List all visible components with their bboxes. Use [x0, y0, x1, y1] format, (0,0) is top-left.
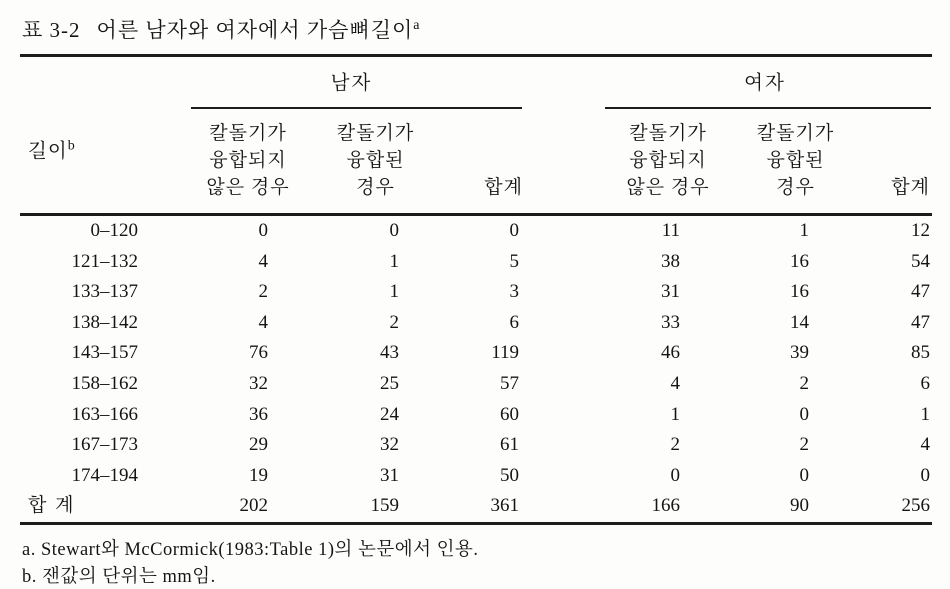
length-cell: 138–142: [71, 311, 138, 333]
men-group-label: 남자: [330, 73, 373, 94]
gap-cell: [525, 277, 598, 308]
count-cell: 90: [790, 495, 809, 517]
count-cell: 14: [790, 311, 809, 333]
table-row: [20, 215, 932, 247]
count-cell: 16: [790, 281, 809, 303]
table-row: [20, 461, 932, 492]
count-cell: 0: [670, 464, 680, 486]
count-cell: 0: [258, 220, 268, 241]
count-cell: 159: [370, 495, 399, 517]
count-cell: 38: [661, 250, 680, 272]
count-cell: 29: [249, 434, 268, 456]
women-not-fused-header: [598, 110, 738, 215]
count-cell: 4: [258, 311, 268, 333]
count-cell: 0: [509, 220, 519, 241]
count-cell: 0: [920, 464, 930, 486]
table-row: [20, 430, 932, 461]
men-total-header: [433, 110, 525, 215]
length-cell: 143–157: [71, 342, 138, 364]
header-line: 융합되지: [209, 150, 287, 171]
gap-cell: [525, 338, 598, 369]
table-row: [20, 338, 932, 369]
length-cell: 0–120: [90, 220, 138, 241]
count-cell: 0: [389, 220, 399, 241]
header-line: 칼돌기가: [336, 123, 415, 144]
men-group-rule: [191, 95, 522, 109]
count-cell: 31: [661, 281, 680, 303]
count-cell: 6: [920, 372, 930, 394]
men-not-fused-header: [178, 110, 318, 215]
count-cell: 361: [490, 495, 519, 517]
total-label: 합 계: [28, 495, 76, 517]
count-cell: 24: [380, 403, 399, 425]
header-line: 않은 경우: [626, 177, 710, 198]
sternum-length-table: [20, 54, 932, 525]
count-cell: 47: [911, 281, 930, 303]
length-cell: 121–132: [71, 250, 138, 272]
count-cell: 32: [249, 372, 268, 394]
count-cell: 39: [790, 342, 809, 364]
length-cell: 167–173: [71, 434, 138, 456]
women-group-rule: [605, 95, 931, 109]
group-gap: [525, 56, 598, 111]
header-line: 합계: [891, 177, 930, 198]
footnote-marker-a: a: [413, 18, 421, 33]
table-number: 표 3-2: [22, 18, 81, 42]
count-cell: 36: [249, 403, 268, 425]
count-cell: 25: [380, 372, 399, 394]
count-cell: 46: [661, 342, 680, 364]
count-cell: 61: [500, 434, 519, 456]
header-line: 칼돌기가: [629, 123, 707, 144]
header-line: 칼돌기가: [756, 123, 835, 144]
count-cell: 60: [500, 403, 519, 425]
header-line: 합계: [484, 177, 523, 198]
count-cell: 4: [258, 250, 268, 272]
count-cell: 47: [911, 311, 930, 333]
table-row: [20, 277, 932, 308]
count-cell: 2: [670, 434, 680, 456]
men-fused-header: [318, 110, 433, 215]
count-cell: 33: [661, 311, 680, 333]
women-total-header: [853, 110, 932, 215]
length-cell: 158–162: [71, 372, 138, 394]
count-cell: 4: [920, 434, 930, 456]
count-cell: 1: [670, 403, 680, 425]
count-cell: 256: [901, 495, 930, 517]
header-line: 칼돌기가: [209, 123, 287, 144]
length-cell: 163–166: [71, 403, 138, 425]
count-cell: 2: [799, 434, 809, 456]
count-cell: 0: [799, 403, 809, 425]
count-cell: 1: [920, 403, 930, 425]
gap-cell: [525, 491, 598, 523]
gap-cell: [525, 369, 598, 400]
table-row: [20, 400, 932, 431]
gap-cell: [525, 308, 598, 339]
count-cell: 12: [911, 220, 930, 241]
footnotes: [22, 537, 934, 589]
header-line: 경우: [356, 177, 395, 198]
count-cell: 0: [799, 464, 809, 486]
gap-cell: [525, 247, 598, 278]
gap-cell: [525, 400, 598, 431]
count-cell: 1: [389, 281, 399, 303]
count-cell: 2: [258, 281, 268, 303]
gap-cell: [525, 461, 598, 492]
table-row: [20, 308, 932, 339]
gap-cell: [525, 430, 598, 461]
footnote-b: b. 잰값의 단위는 mm임.: [22, 566, 216, 587]
count-cell: 4: [670, 372, 680, 394]
header-line: 경우: [776, 177, 815, 198]
count-cell: 16: [790, 250, 809, 272]
women-fused-header: [738, 110, 853, 215]
sub-header-row: [20, 110, 932, 215]
length-cell: 133–137: [71, 281, 138, 303]
count-cell: 57: [500, 372, 519, 394]
count-cell: 1: [389, 250, 399, 272]
count-cell: 5: [509, 250, 519, 272]
women-group-label: 여자: [744, 73, 786, 94]
length-column-header: [20, 110, 178, 215]
count-cell: 54: [911, 250, 930, 272]
count-cell: 11: [661, 220, 680, 241]
count-cell: 85: [911, 342, 930, 364]
header-line: 않은 경우: [206, 177, 290, 198]
count-cell: 32: [380, 434, 399, 456]
count-cell: 31: [380, 464, 399, 486]
count-cell: 19: [249, 464, 268, 486]
gap-cell: [525, 110, 598, 215]
header-line: 융합된: [766, 150, 825, 171]
count-cell: 202: [239, 495, 268, 517]
count-cell: 119: [491, 342, 519, 364]
group-header-spacer: [20, 56, 178, 111]
header-line: 융합된: [346, 150, 405, 171]
table-title: [22, 14, 934, 44]
table-row: [20, 247, 932, 278]
table-title-text: 어른 남자와 여자에서 가슴뼈길이: [96, 18, 414, 42]
total-row: [20, 491, 932, 523]
length-cell: 174–194: [71, 464, 138, 486]
header-line: 융합되지: [629, 150, 707, 171]
count-cell: 2: [799, 372, 809, 394]
length-label: 길이: [28, 140, 68, 162]
count-cell: 6: [509, 311, 519, 333]
group-header-men: [178, 56, 525, 111]
count-cell: 50: [500, 464, 519, 486]
count-cell: 1: [799, 220, 809, 241]
group-header-row: [20, 56, 932, 111]
gap-cell: [525, 215, 598, 247]
footnote-a: a. Stewart와 McCormick(1983:Table 1)의 논문에서 인용.: [22, 539, 479, 560]
group-header-women: [598, 56, 932, 111]
count-cell: 76: [249, 342, 268, 364]
count-cell: 3: [509, 281, 519, 303]
count-cell: 2: [389, 311, 399, 333]
footnote-marker-b: b: [67, 138, 76, 153]
count-cell: 43: [380, 342, 399, 364]
table-row: [20, 369, 932, 400]
count-cell: 166: [651, 495, 680, 517]
